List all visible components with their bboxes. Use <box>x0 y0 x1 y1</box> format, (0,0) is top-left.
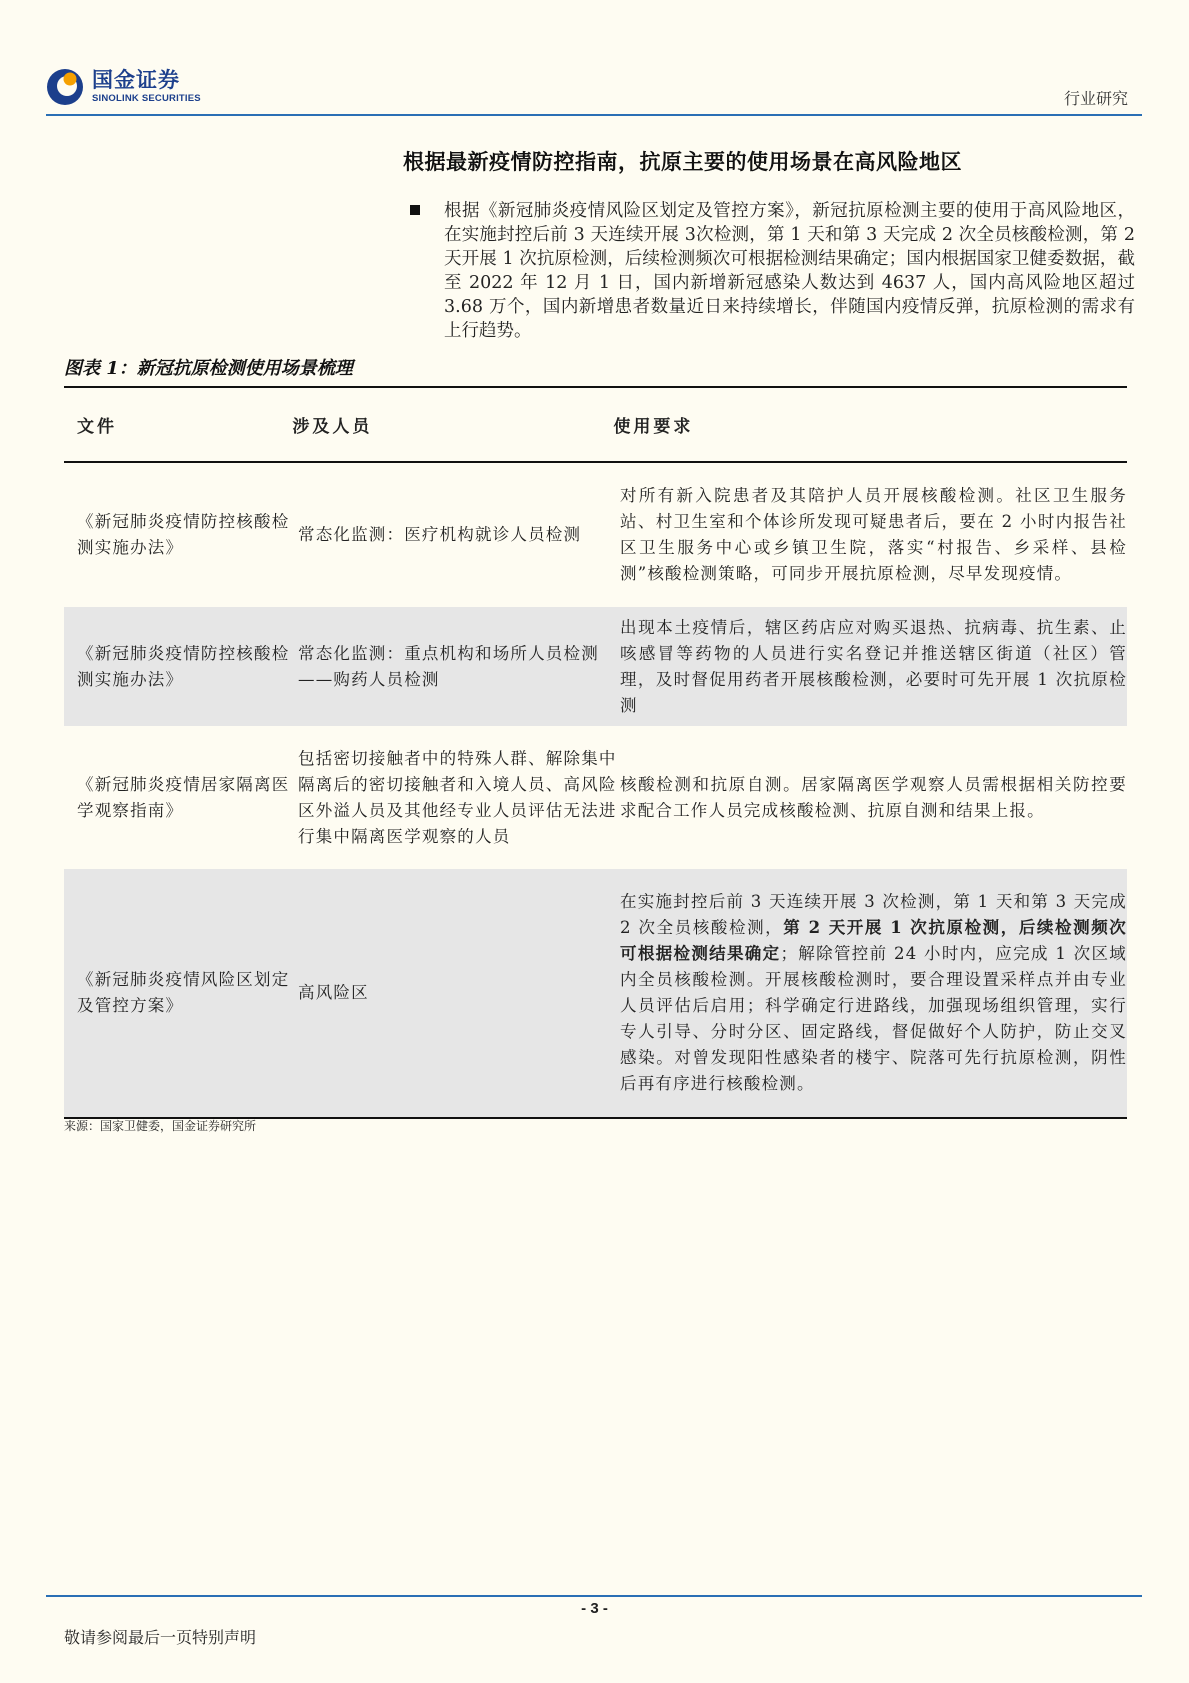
cell-people: 常态化监测：重点机构和场所人员检测——购药人员检测 <box>298 643 599 689</box>
requirement-text-part: ；解除管控前 24 小时内，应完成 1 次区域内全员核酸检测。开展核酸检测时，要合理设置采样点并由专业人员评估后启用；科学确定行进路线，加强现场组织管理，实行专人引导、分时分区、固定路线，督促做好个人防护，防止交叉感染。对曾发现阳性感染者的楼宇、院落可先行抗原检测，阴性后再有序进行核酸检测。 <box>620 944 1127 1093</box>
page-number: - 3 - <box>581 1600 608 1617</box>
cell-people: 包括密切接触者中的特殊人群、解除集中隔离后的密切接触者和入境人员、高风险区外溢人员及其他经专业人员评估无法进行集中隔离医学观察的人员 <box>298 748 617 846</box>
header-people: 涉及人员 <box>292 417 373 437</box>
logo-english-name: SINOLINK SECURITIES <box>92 93 201 105</box>
header-divider <box>46 114 1142 116</box>
cell-requirement: 对所有新入院患者及其陪护人员开展核酸检测。社区卫生服务站、村卫生室和个体诊所发现可疑患者后，要在 2 小时内报告社区卫生服务中心或乡镇卫生院，落实“村报告、乡采样、县检测”核酸检测策略，可同步开展抗原检测，尽早发现疫情。 <box>620 486 1127 583</box>
cell-document: 《新冠肺炎疫情风险区划定及管控方案》 <box>77 970 290 1015</box>
cell-people: 高风险区 <box>298 983 369 1002</box>
section-title: 根据最新疫情防控指南，抗原主要的使用场景在高风险地区 <box>403 149 962 174</box>
cell-document: 《新冠肺炎疫情防控核酸检测实施办法》 <box>77 643 290 689</box>
requirement-emphasis: 第 2 天开展 1 次抗原检测，后续检测频次可根据检测结果确定 <box>620 918 1127 963</box>
square-bullet-icon <box>410 205 420 215</box>
cell-requirement <box>620 889 1127 1097</box>
disclaimer-note: 敬请参阅最后一页特别声明 <box>64 1628 257 1647</box>
table-header-row <box>64 388 1127 461</box>
header-requirements: 使用要求 <box>613 417 694 437</box>
bullet-text: 根据《新冠肺炎疫情风险区划定及管控方案》，新冠抗原检测主要的使用于高风险地区，在实施封控后前 3 天连续开展 3次检测，第 1 天和第 3 天完成 2 次全员核酸检测，第 2 天开展 1 次抗原检测，后续检测频次可根据检测结果确定；国内根据国家卫健委数据，截至 2022 年 12 月 1 日，国内新增新冠感染人数达到 4637 人，国内高风险地区超过 3.68 万个，国内新增患者数量近日来持续增长，伴随国内疫情反弹，抗原检测的需求有上行趋势。 <box>444 201 1135 341</box>
table-row <box>64 607 1127 726</box>
header-document: 文件 <box>77 417 117 437</box>
cell-requirement: 核酸检测和抗原自测。居家隔离医学观察人员需根据相关防控要求配合工作人员完成核酸检测、抗原自测和结果上报。 <box>620 774 1127 820</box>
figure-title: 图表 1：新冠抗原检测使用场景梳理 <box>64 358 353 379</box>
table-row <box>64 869 1127 1117</box>
footer-divider <box>46 1595 1142 1597</box>
table-source: 来源：国家卫健委，国金证券研究所 <box>64 1119 257 1133</box>
sinolink-logo-icon <box>46 68 84 106</box>
cell-document: 《新冠肺炎疫情防控核酸检测实施办法》 <box>77 512 290 557</box>
cell-document: 《新冠肺炎疫情居家隔离医学观察指南》 <box>77 774 290 820</box>
table-row <box>64 463 1127 607</box>
cell-requirement: 出现本土疫情后，辖区药店应对购买退热、抗病毒、抗生素、止咳感冒等药物的人员进行实名登记并推送辖区街道（社区）管理，及时督促用药者开展核酸检测，必要时可先开展 1 次抗原检测 <box>620 617 1127 715</box>
requirement-text-part: 在实施封控后前 3 天连续开展 3 次检测，第 1 天和第 3 天完成 2 次全员核酸检测， <box>620 892 1127 937</box>
cell-people: 常态化监测：医疗机构就诊人员检测 <box>298 525 582 544</box>
logo-chinese-name: 国金证券 <box>92 68 180 93</box>
table-row <box>64 726 1127 869</box>
company-logo <box>46 68 201 106</box>
bullet-paragraph <box>410 199 1135 343</box>
scenario-table <box>64 386 1127 1119</box>
page-header <box>46 66 1142 116</box>
report-category: 行业研究 <box>1063 89 1128 108</box>
